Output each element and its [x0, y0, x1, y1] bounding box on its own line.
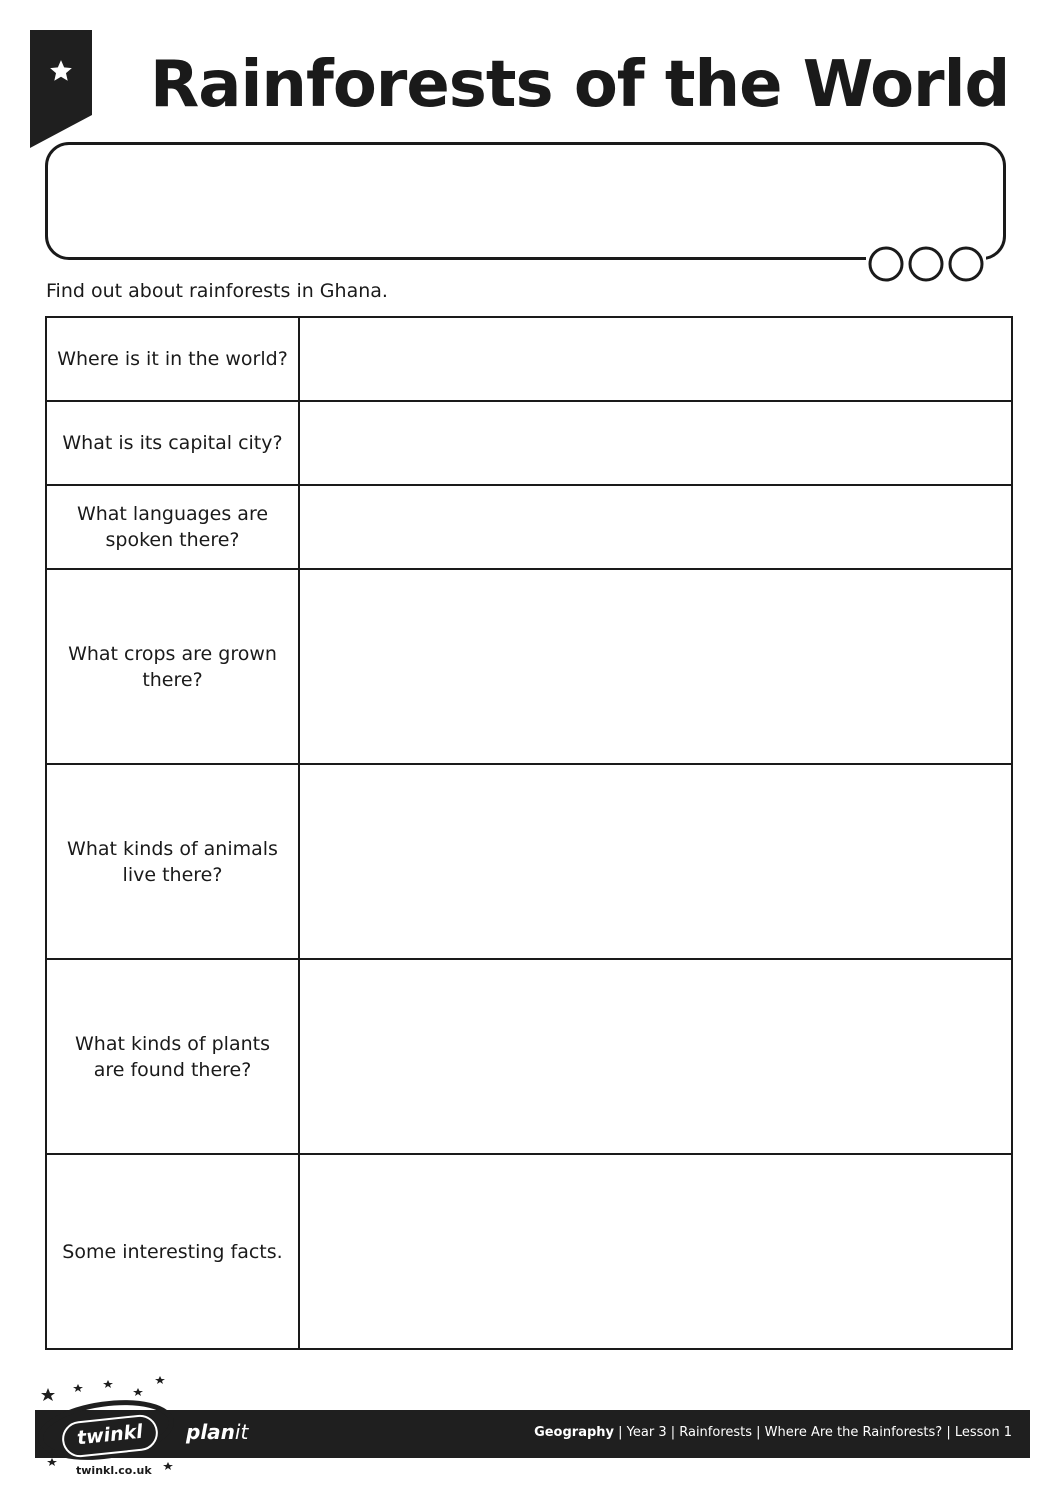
- question-label: What kinds of animals live there?: [46, 764, 299, 959]
- planit-logo: [186, 1420, 248, 1444]
- table-row: [46, 317, 1012, 401]
- page-title: Rainforests of the World: [150, 48, 1010, 122]
- question-label: Where is it in the world?: [46, 317, 299, 401]
- table-row: [46, 569, 1012, 764]
- footer-breadcrumb: | Year 3 | Rainforests | Where Are the Rainforests? | Lesson 1: [614, 1425, 1012, 1440]
- answer-cell[interactable]: [299, 569, 1012, 764]
- footer-meta: [534, 1425, 1012, 1440]
- question-label: What crops are grown there?: [46, 569, 299, 764]
- twinkl-logo: twinkl: [60, 1413, 159, 1459]
- intro-text: Find out about rainforests in Ghana.: [46, 280, 388, 302]
- table-row: [46, 401, 1012, 485]
- answer-cell[interactable]: [299, 401, 1012, 485]
- header-banner: [30, 30, 92, 148]
- question-label: What is its capital city?: [46, 401, 299, 485]
- answer-cell[interactable]: [299, 485, 1012, 569]
- answer-cell[interactable]: [299, 959, 1012, 1154]
- question-label: What languages are spoken there?: [46, 485, 299, 569]
- answer-cell[interactable]: [299, 1154, 1012, 1349]
- question-table: [45, 316, 1013, 1350]
- footer-subject: Geography: [534, 1425, 615, 1440]
- answer-cell[interactable]: [299, 764, 1012, 959]
- table-row: [46, 959, 1012, 1154]
- star-icon: [48, 58, 74, 84]
- question-label: What kinds of plants are found there?: [46, 959, 299, 1154]
- planit-bold: plan: [186, 1420, 235, 1444]
- table-row: [46, 485, 1012, 569]
- question-label: Some interesting facts.: [46, 1154, 299, 1349]
- progress-circles-icon: [866, 244, 986, 284]
- table-row: [46, 1154, 1012, 1349]
- logo-url: twinkl.co.uk: [76, 1464, 152, 1477]
- answer-cell[interactable]: [299, 317, 1012, 401]
- table-row: [46, 764, 1012, 959]
- learning-objective-box: [45, 142, 1006, 260]
- planit-rest: it: [234, 1420, 249, 1444]
